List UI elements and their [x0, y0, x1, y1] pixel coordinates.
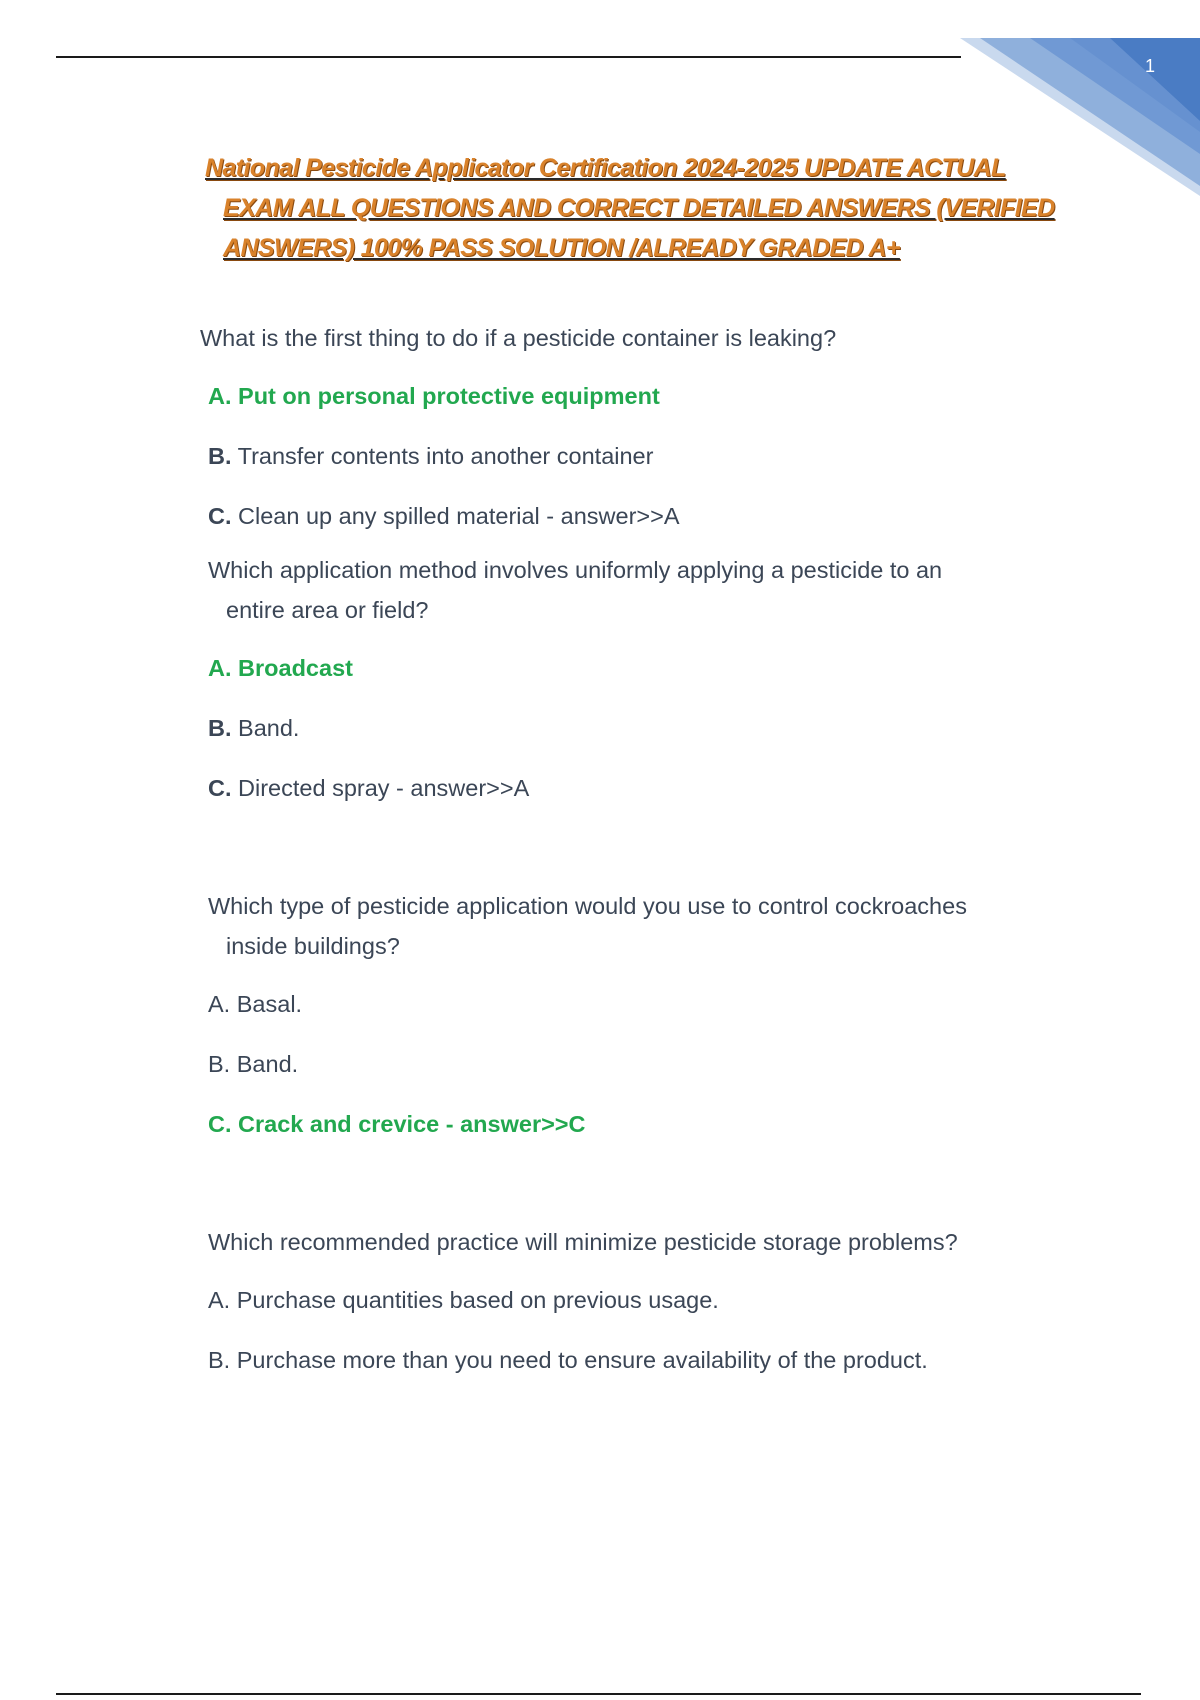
title-line-3: ANSWERS) 100% PASS SOLUTION /ALREADY GRADED A+ [223, 234, 900, 262]
answer-option [208, 1044, 1088, 1084]
question-block [208, 886, 1088, 1144]
title-line-2: EXAM ALL QUESTIONS AND CORRECT DETAILED ANSWERS (VERIFIED [223, 194, 1055, 222]
question-line-1: Which application method involves uniformly applying a pesticide to an [208, 557, 943, 583]
answer-option [208, 436, 1088, 476]
option-text: Basal. [236, 991, 303, 1017]
answer-option [208, 1104, 1088, 1144]
option-letter: B. [208, 1347, 231, 1373]
answer-option [208, 648, 1088, 688]
option-letter: C. [208, 775, 232, 801]
option-text: Purchase more than you need to ensure availability of the product. [236, 1347, 928, 1373]
option-text: Purchase quantities based on previous usage. [236, 1287, 719, 1313]
option-letter: C. [208, 503, 232, 529]
answer-option [208, 984, 1088, 1024]
question-text: What is the first thing to do if a pesticide container is leaking? [200, 325, 837, 351]
option-letter: A. [208, 991, 231, 1017]
document-title [205, 148, 1065, 268]
answer-option [208, 1280, 1088, 1320]
question-line-2: entire area or field? [226, 597, 429, 623]
option-text: Transfer contents into another container [237, 443, 654, 469]
option-letter: B. [208, 1051, 231, 1077]
header-rule [56, 56, 961, 58]
option-text: Crack and crevice - answer>>C [238, 1111, 586, 1137]
question-list [200, 318, 1088, 1380]
answer-option [208, 1340, 1088, 1380]
question-text [208, 550, 1088, 630]
page-number: 1 [1144, 56, 1155, 76]
option-text: Band. [236, 1051, 299, 1077]
option-letter: B. [208, 443, 232, 469]
option-text: Put on personal protective equipment [238, 383, 660, 409]
answer-option [208, 768, 1088, 808]
footer-rule [56, 1693, 1141, 1695]
option-letter: B. [208, 715, 232, 741]
answer-option [208, 496, 1088, 536]
question-text [208, 886, 1088, 966]
question-block [208, 550, 1088, 808]
option-text: Directed spray - answer>>A [238, 775, 530, 801]
question-block [200, 318, 1088, 536]
question-line-1: Which type of pesticide application would you use to control cockroaches [208, 893, 967, 919]
option-text: Band. [238, 715, 300, 741]
option-text: Clean up any spilled material - answer>>A [238, 503, 680, 529]
answer-option [208, 376, 1088, 416]
question-line-2: inside buildings? [226, 933, 400, 959]
option-letter: A. [208, 655, 232, 681]
option-letter: C. [208, 1111, 232, 1137]
question-block [208, 1222, 1088, 1380]
option-letter: A. [208, 1287, 231, 1313]
option-text: Broadcast [238, 655, 353, 681]
option-letter: A. [208, 383, 232, 409]
answer-option [208, 708, 1088, 748]
question-text: Which recommended practice will minimize pesticide storage problems? [208, 1229, 958, 1255]
title-line-1: National Pesticide Applicator Certification 2024-2025 UPDATE ACTUAL [205, 154, 1006, 182]
